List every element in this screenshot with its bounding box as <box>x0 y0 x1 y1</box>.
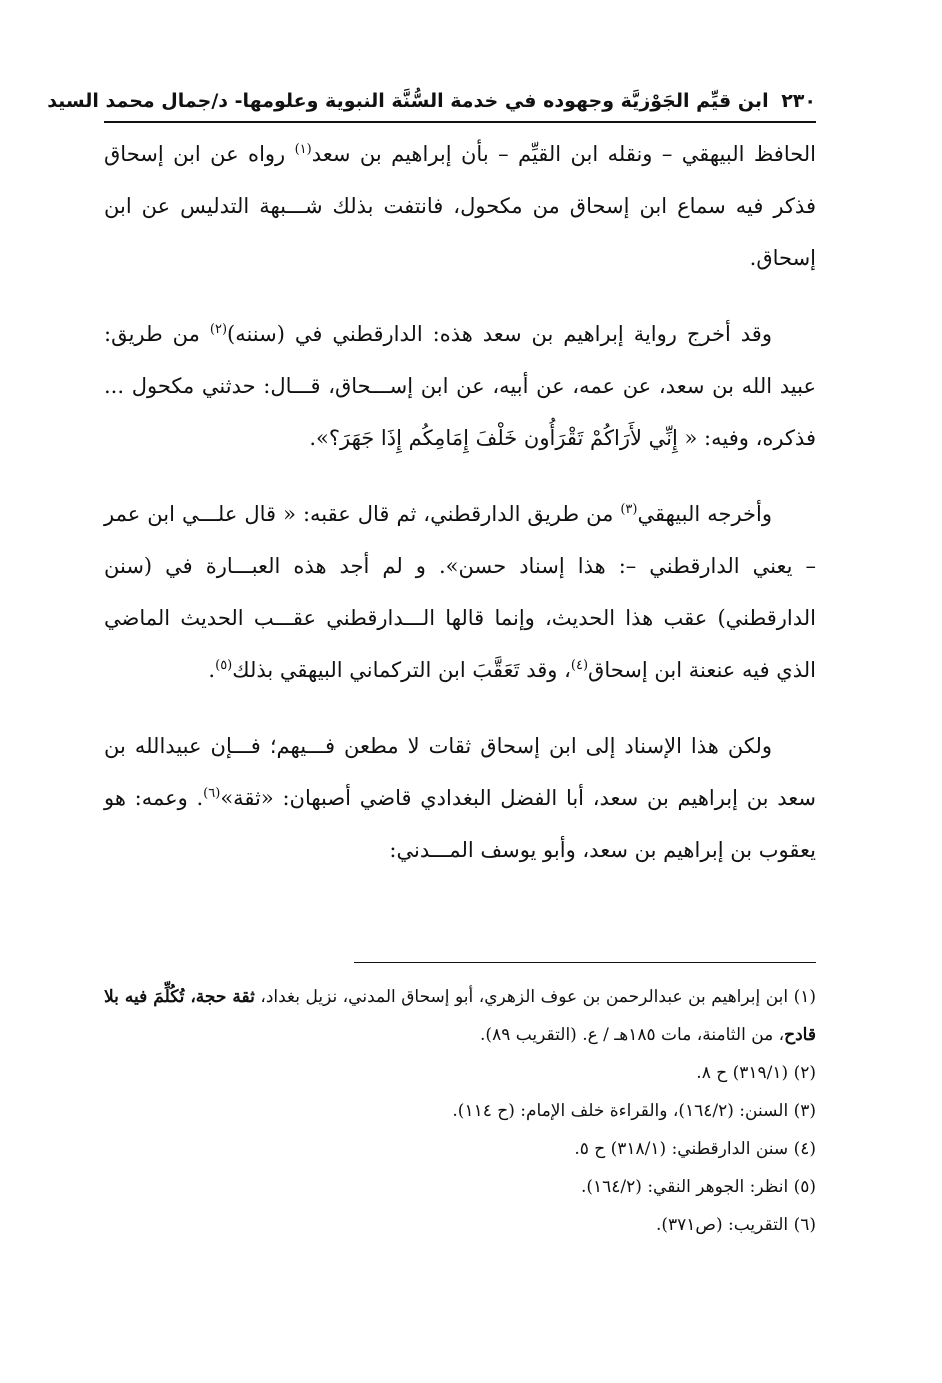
paragraph-1-text-b: رواه عن ابن إسحاق فذكر فيه سماع ابن إسحاق من مكحول، فانتفت بذلك شـــبهة التدليس عن ابن إسحاق. <box>104 142 816 270</box>
header-rule <box>104 121 816 123</box>
footnote-3-number: (٣) <box>793 1101 816 1121</box>
footnote-separator <box>354 962 816 963</box>
book-title: ابن قيِّم الجَوْزيَّة وجهوده في خدمة السُّنَّة النبوية وعلومها- د/جمال محمد السيد <box>47 90 769 112</box>
footnote-ref-3[interactable]: (٣) <box>620 502 638 517</box>
footnote-2-number: (٢) <box>793 1063 816 1083</box>
paragraph-2-text-b: من طريق: عبيد الله بن سعد، عن عمه، عن أبيه، عن ابن إســـحاق، قـــال: حدثني مكحول ... فذكره، وفيه: « إِنِّي لأَرَاكُمْ تَقْرَأُون خَلْفَ إِمَامِكُم إِذَا جَهَرَ؟». <box>104 322 816 450</box>
paragraph-2-text-a: وقد أخرج رواية إبراهيم بن سعد هذه: الدارقطني في (سننه) <box>227 322 772 346</box>
main-text <box>104 128 816 900</box>
page-number: ٢٣٠ <box>781 90 816 112</box>
book-page <box>47 0 817 1383</box>
footnote-ref-1[interactable]: (١) <box>294 142 312 157</box>
footnote-5 <box>104 1168 816 1206</box>
paragraph-3-text-a: وأخرجه البيهقي <box>637 502 772 526</box>
footnote-ref-2[interactable]: (٢) <box>209 322 228 337</box>
footnote-6-text: التقريب: (ص٣٧١). <box>655 1215 794 1235</box>
footnote-ref-4[interactable]: (٤) <box>570 658 589 673</box>
paragraph-4-text-b: . وعمه: هو يعقوب بن إبراهيم بن سعد، وأبو يوسف المـــدني: <box>104 786 816 862</box>
footnote-6-number: (٦) <box>793 1215 816 1235</box>
footnote-2-text: (٣١٩/١) ح ٨. <box>696 1063 794 1083</box>
footnote-1 <box>104 978 816 1054</box>
paragraph-4-text-a: ولكن هذا الإسناد إلى ابن إسحاق ثقات لا مطعن فـــيهم؛ فـــإن عبيدالله بن سعد بن إبراهيم بن سعد، أبا الفضل البغدادي قاضي أصبهان: «ثقة» <box>104 734 816 810</box>
paragraph-1-text-a: الحافظ البيهقي – ونقله ابن القيِّم – بأن إبراهيم بن سعد <box>311 142 817 166</box>
paragraph-3 <box>104 488 816 696</box>
footnote-4-text: سنن الدارقطني: (٣١٨/١) ح ٥. <box>574 1139 794 1159</box>
footnote-5-number: (٥) <box>793 1177 816 1197</box>
footnote-4-number: (٤) <box>793 1139 816 1159</box>
footnote-5-text: انظر: الجوهر النقي: (١٦٤/٢). <box>580 1177 794 1197</box>
footnote-3 <box>104 1092 816 1130</box>
footnote-1-text-c: ، من الثامنة، مات ١٨٥هـ / ع. (التقريب ٨٩). <box>480 1025 785 1045</box>
paragraph-3-text-d: . <box>208 658 216 682</box>
footnotes <box>104 978 816 1244</box>
footnote-1-bold-text: ثقة حجة، تُكُلِّمَ فيه بلا قادح <box>104 987 816 1045</box>
paragraph-3-text-c: ، وقد تَعَقَّبَ ابن التركماني البيهقي بذلك <box>232 658 571 682</box>
footnote-ref-6[interactable]: (٦) <box>203 786 221 801</box>
paragraph-2 <box>104 308 816 464</box>
footnote-4 <box>104 1130 816 1168</box>
footnote-1-number: (١) <box>793 987 817 1007</box>
footnote-2 <box>104 1054 816 1092</box>
paragraph-3-text-b: من طريق الدارقطني، ثم قال عقبه: « قال علـــي ابن عمر – يعني الدارقطني –: هذا إسناد حسن». و لم أجد هذه العبـــارة في (سنن الدارقطني) عقب هذا الحديث، وإنما قالها الـــدارقطني عقـــب الحديث الماضي الذي فيه عنعنة ابن إسحاق <box>104 502 816 682</box>
footnote-3-text: السنن: (١٦٤/٢)، والقراءة خلف الإمام: (ح ١١٤). <box>452 1101 794 1121</box>
running-header <box>47 88 816 114</box>
paragraph-1 <box>104 128 816 284</box>
footnote-ref-5[interactable]: (٥) <box>215 658 233 673</box>
footnote-6 <box>104 1206 816 1244</box>
footnote-1-text-a: ابن إبراهيم بن عبدالرحمن بن عوف الزهري، أبو إسحاق المدني، نزيل بغداد، <box>254 987 794 1007</box>
paragraph-4 <box>104 720 816 876</box>
